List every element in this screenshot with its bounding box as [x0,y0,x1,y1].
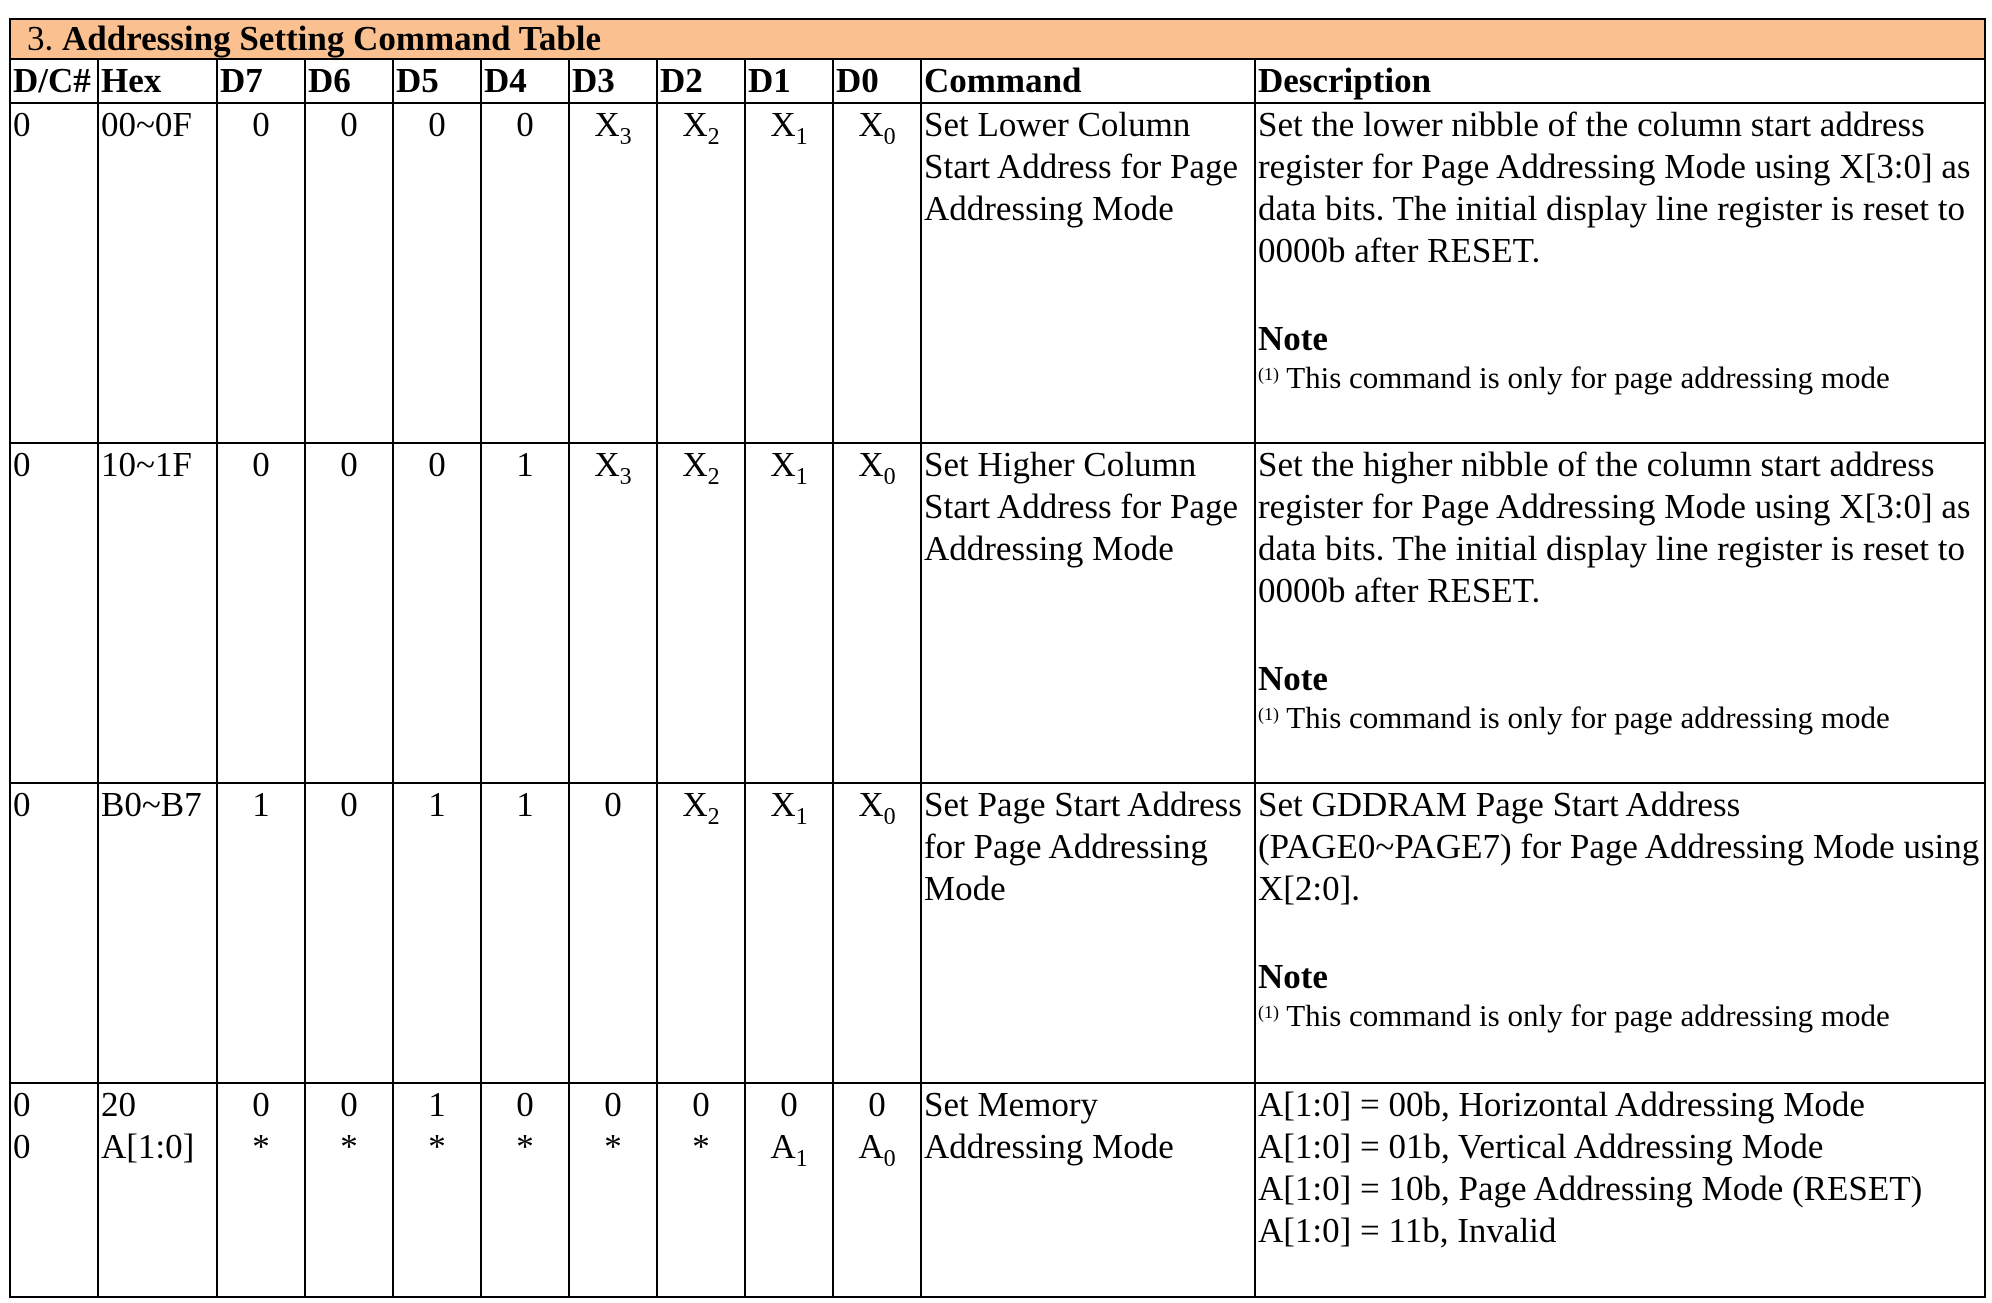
note-heading: Note [1258,957,1328,996]
cell-command: Set Memory Addressing Mode [921,1083,1255,1297]
table-title [10,19,1985,59]
cell-dc: 0 0 [10,1083,98,1297]
cell-description [1255,443,1985,783]
header-d0: D0 [833,59,921,103]
cell-dc: 0 [10,783,98,1083]
cell-d0: $X_0$ [833,443,921,783]
table-row [10,783,1985,1083]
cell-d1: 0 $A_1$ [745,1083,833,1297]
table-row [10,1083,1985,1297]
cell-d6: 0 [305,443,393,783]
cell-d5: 1 [393,783,481,1083]
cell-description [1255,1083,1985,1297]
cell-d6: 0 [305,783,393,1083]
cell-d7: 0 [217,103,305,443]
cell-hex: 10~1F [98,443,217,783]
cell-d3: $X_3$ [569,443,657,783]
header-d3: D3 [569,59,657,103]
cell-hex: B0~B7 [98,783,217,1083]
description-line: A[1:0] = 10b, Page Addressing Mode (RESET) [1258,1169,1923,1208]
cell-d1: $X_1$ [745,443,833,783]
cell-d5: 0 [393,103,481,443]
cell-d7: 0 * [217,1083,305,1297]
cell-d2: $X_2$ [657,103,745,443]
cell-dc: 0 [10,443,98,783]
command-table-page [9,18,1984,1298]
cell-command: Set Page Start Address for Page Addressing Mode [921,783,1255,1083]
cell-d5: 0 [393,443,481,783]
cell-d1: $X_1$ [745,783,833,1083]
note-text: $^{(1)}$ This command is only for page addressing mode [1258,700,1890,735]
cell-d0: $X_0$ [833,783,921,1083]
cell-d2: 0 * [657,1083,745,1297]
cell-command: Set Higher Column Start Address for Page Addressing Mode [921,443,1255,783]
description-text: Set GDDRAM Page Start Address (PAGE0~PAGE7) for Page Addressing Mode using X[2:0]. [1258,785,1980,908]
note-heading: Note [1258,319,1328,358]
cell-d4: 0 * [481,1083,569,1297]
cell-hex: 20 A[1:0] [98,1083,217,1297]
note-heading: Note [1258,659,1328,698]
description-text: Set the lower nibble of the column start address register for Page Addressing Mode using X[3:0] as data bits. The initial display line register is reset to 0000b after RESET. [1258,105,1971,270]
description-line: A[1:0] = 01b, Vertical Addressing Mode [1258,1127,1824,1166]
cell-d3: $X_3$ [569,103,657,443]
note-text: $^{(1)}$ This command is only for page addressing mode [1258,998,1890,1033]
cell-d3: 0 * [569,1083,657,1297]
cell-d5: 1 * [393,1083,481,1297]
cell-description [1255,783,1985,1083]
cell-d7: 0 [217,443,305,783]
description-line: A[1:0] = 11b, Invalid [1258,1211,1557,1250]
header-description: Description [1255,59,1985,103]
addressing-setting-command-table [9,18,1986,1298]
cell-d6: 0 [305,103,393,443]
header-d1: D1 [745,59,833,103]
cell-d2: $X_2$ [657,783,745,1083]
cell-d4: 1 [481,783,569,1083]
header-command: Command [921,59,1255,103]
cell-d4: 1 [481,443,569,783]
description-line: A[1:0] = 00b, Horizontal Addressing Mode [1258,1085,1865,1124]
header-d5: D5 [393,59,481,103]
cell-d4: 0 [481,103,569,443]
table-row [10,443,1985,783]
header-row [10,59,1985,103]
header-d2: D2 [657,59,745,103]
cell-command: Set Lower Column Start Address for Page Addressing Mode [921,103,1255,443]
note-text: $^{(1)}$ This command is only for page addressing mode [1258,360,1890,395]
cell-description [1255,103,1985,443]
table-title-text: Addressing Setting Command Table [62,19,602,58]
table-row [10,103,1985,443]
header-d6: D6 [305,59,393,103]
header-hex: Hex [98,59,217,103]
cell-d0: 0 $A_0$ [833,1083,921,1297]
cell-hex: 00~0F [98,103,217,443]
header-d7: D7 [217,59,305,103]
cell-d1: $X_1$ [745,103,833,443]
cell-d0: $X_0$ [833,103,921,443]
cell-d7: 1 [217,783,305,1083]
table-title-number: 3. [27,19,54,58]
description-text: Set the higher nibble of the column start address register for Page Addressing Mode using X[3:0] as data bits. The initial display line register is reset to 0000b after RESET. [1258,445,1971,610]
cell-dc: 0 [10,103,98,443]
header-dc: D/C# [10,59,98,103]
header-d4: D4 [481,59,569,103]
cell-d2: $X_2$ [657,443,745,783]
cell-d3: 0 [569,783,657,1083]
cell-d6: 0 * [305,1083,393,1297]
